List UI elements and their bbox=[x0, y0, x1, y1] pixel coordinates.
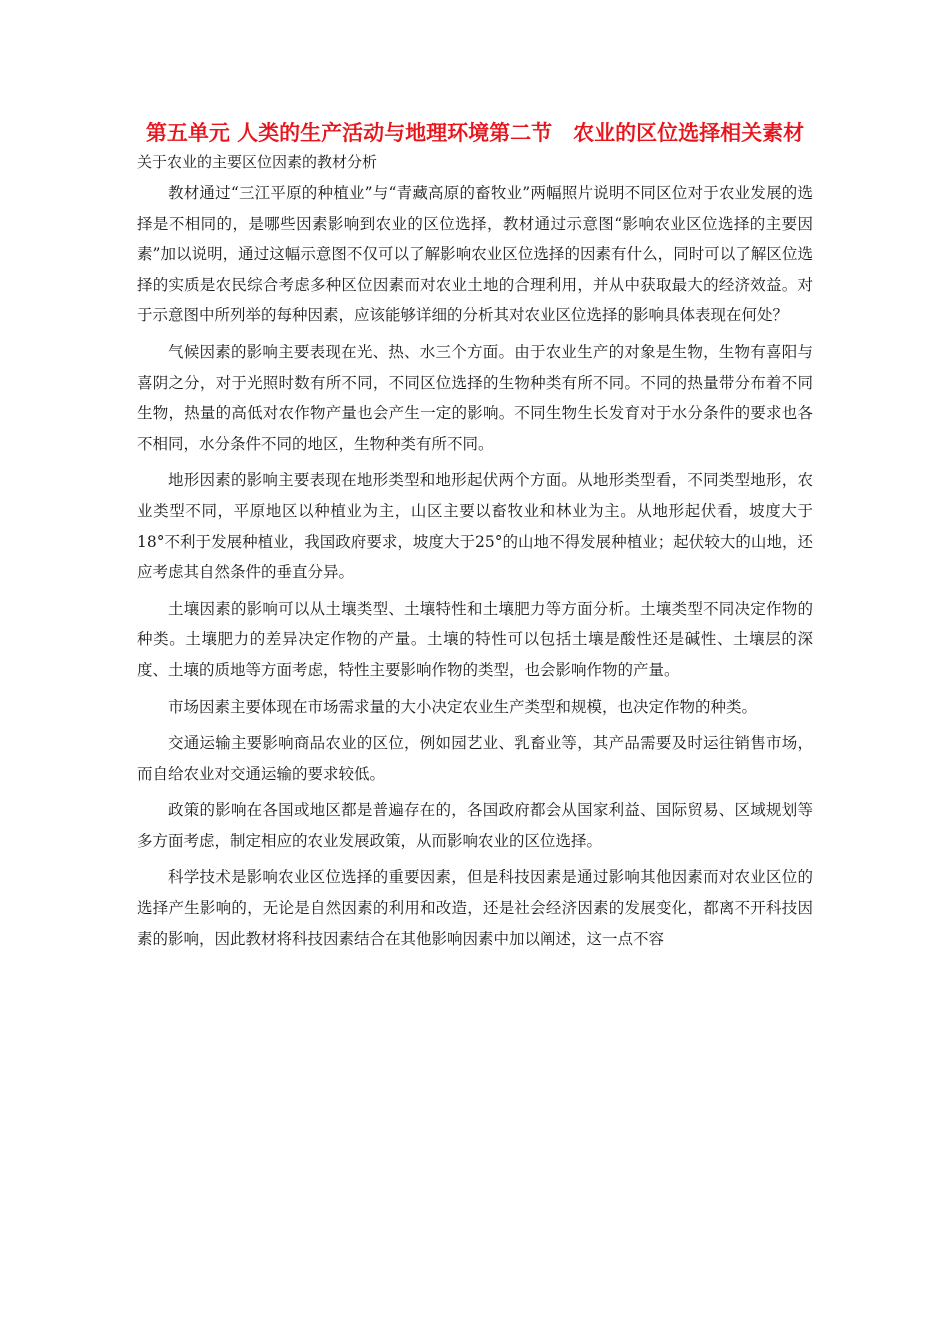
paragraph-technology: 科学技术是影响农业区位选择的重要因素，但是科技因素是通过影响其他因素而对农业区位的选择产生影响的，无论是自然因素的利用和改造，还是社会经济因素的发展变化，都离不开科技因素的影响，因此教材将科技因素结合在其他影响因素中加以阐述，这一点不容 bbox=[137, 868, 813, 948]
paragraph-soil: 土壤因素的影响可以从土壤类型、土壤特性和土壤肥力等方面分析。土壤类型不同决定作物的种类。土壤肥力的差异决定作物的产量。土壤的特性可以包括土壤是酸性还是碱性、土壤层的深度、土壤的质地等方面考虑，特性主要影响作物的类型，也会影响作物的产量。 bbox=[137, 599, 813, 679]
paragraph-market: 市场因素主要体现在市场需求量的大小决定农业生产类型和规模，也决定作物的种类。 bbox=[168, 697, 758, 716]
document-title: 第五单元 人类的生产活动与地理环境第二节 农业的区位选择相关素材 bbox=[145, 121, 805, 145]
paragraph-terrain: 地形因素的影响主要表现在地形类型和地形起伏两个方面。从地形类型看，不同类型地形，农业类型不同，平原地区以种植业为主，山区主要以畜牧业和林业为主。从地形起伏看，坡度大于18°不利于发展种植业，我国政府要求，坡度大于25°的山地不得发展种植业；起伏较大的山地，还应考虑其自然条件的垂直分异。 bbox=[137, 471, 813, 582]
document-body bbox=[137, 178, 813, 954]
document-page bbox=[137, 120, 813, 954]
paragraph-policy: 政策的影响在各国或地区都是普遍存在的，各国政府都会从国家利益、国际贸易、区域规划等多方面考虑，制定相应的农业发展政策，从而影响农业的区位选择。 bbox=[137, 801, 813, 850]
paragraph-textbook-analysis: 教材通过“三江平原的种植业”与“青藏高原的畜牧业”两幅照片说明不同区位对于农业发展的选择是不相同的，是哪些因素影响到农业的区位选择，教材通过示意图“影响农业区位选择的主要因素”加以说明，通过这幅示意图不仅可以了解影响农业区位选择的因素有什么，同时可以了解区位选择的实质是农民综合考虑多种区位因素而对农业土地的合理利用，并从中获取最大的经济效益。对于示意图中所列举的每种因素，应该能够详细的分析其对农业区位选择的影响具体表现在何处？ bbox=[137, 184, 813, 325]
section-subheading: 关于农业的主要区位因素的教材分析 bbox=[137, 153, 378, 171]
paragraph-transport: 交通运输主要影响商品农业的区位，例如园艺业、乳畜业等，其产品需要及时运往销售市场，而自给农业对交通运输的要求较低。 bbox=[137, 734, 813, 783]
paragraph-climate: 气候因素的影响主要表现在光、热、水三个方面。由于农业生产的对象是生物，生物有喜阳与喜阴之分，对于光照时数有所不同，不同区位选择的生物种类有所不同。不同的热量带分布着不同生物，热量的高低对农作物产量也会产生一定的影响。不同生物生长发育对于水分条件的要求也各不相同，水分条件不同的地区，生物种类有所不同。 bbox=[137, 342, 813, 453]
